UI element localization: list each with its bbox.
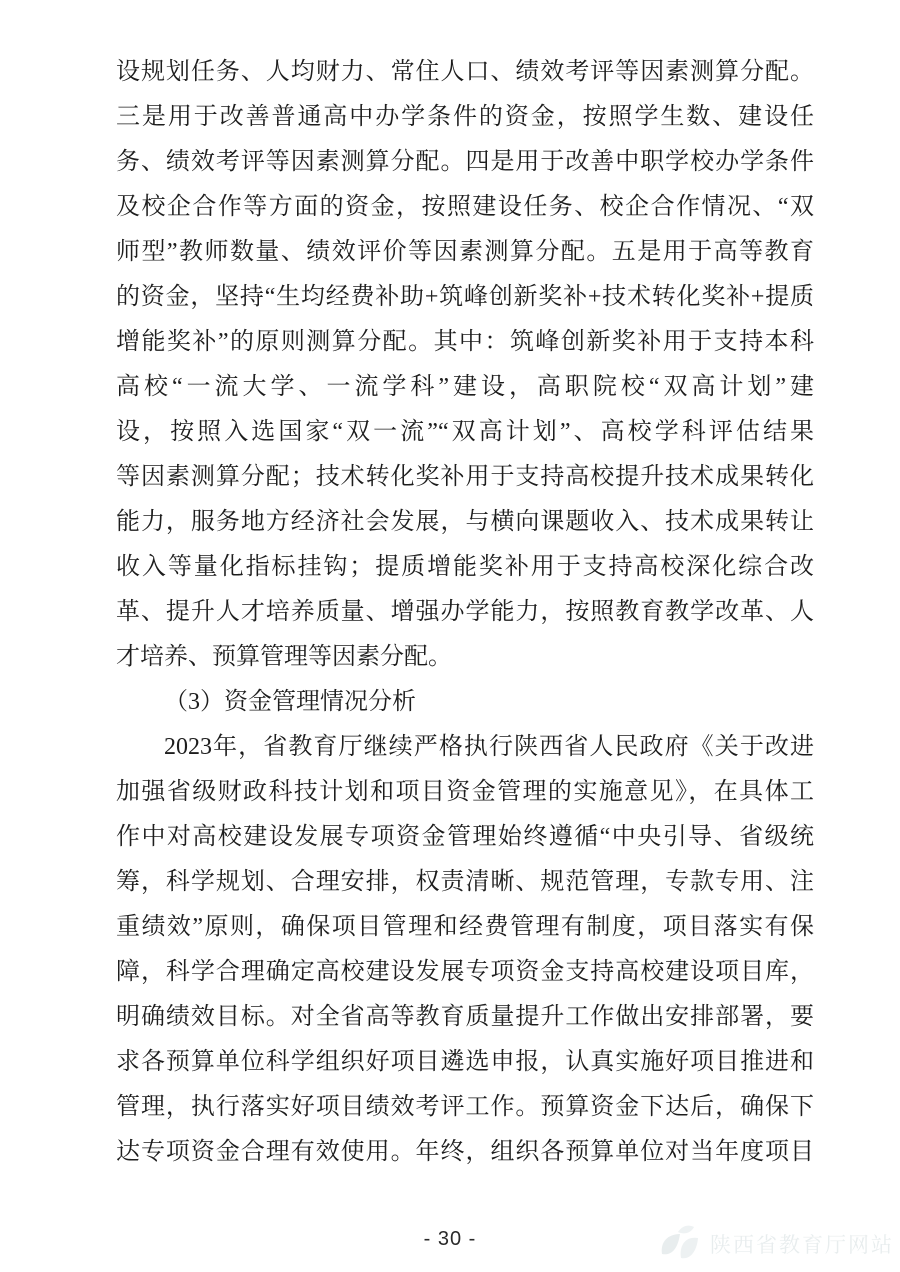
text-line: 高校“一流大学、一流学科”建设，高职院校“双高计划”建	[116, 374, 814, 400]
watermark-text: 陕西省教育厅网站	[710, 1233, 894, 1257]
text-line: 三是用于改善普通高中办学条件的资金，按照学生数、建设任	[116, 104, 814, 130]
text-line: 革、提升人才培养质量、增强办学能力，按照教育教学改革、人	[116, 599, 814, 625]
text-line: 重绩效”原则，确保项目管理和经费管理有制度，项目落实有保	[116, 914, 814, 940]
text-line: 明确绩效目标。对全省高等教育质量提升工作做出安排部署，要	[116, 1004, 814, 1030]
text-line: 管理，执行落实好项目绩效考评工作。预算资金下达后，确保下	[116, 1094, 814, 1120]
text-line: 求各预算单位科学组织好项目遴选申报，认真实施好项目推进和	[116, 1049, 814, 1075]
text-line: 增能奖补”的原则测算分配。其中：筑峰创新奖补用于支持本科	[116, 329, 814, 355]
text-line: 才培养、预算管理等因素分配。	[116, 644, 452, 670]
text-line: （3）资金管理情况分析	[164, 689, 416, 715]
text-line: 筹，科学规划、合理安排，权责清晰、规范管理，专款专用、注	[116, 869, 814, 895]
text-line: 能力，服务地方经济社会发展，与横向课题收入、技术成果转让	[116, 509, 814, 535]
text-line: 的资金，坚持“生均经费补助+筑峰创新奖补+技术转化奖补+提质	[116, 284, 814, 310]
page-footer	[0, 1228, 900, 1251]
text-line: 及校企合作等方面的资金，按照建设任务、校企合作情况、“双	[116, 194, 814, 220]
text-line: 达专项资金合理有效使用。年终，组织各预算单位对当年度项目	[116, 1139, 814, 1165]
page-number: - 30 -	[423, 1228, 477, 1250]
text-line: 师型”教师数量、绩效评价等因素测算分配。五是用于高等教育	[116, 239, 814, 265]
document-body	[116, 50, 814, 1175]
text-line: 务、绩效考评等因素测算分配。四是用于改善中职学校办学条件	[116, 149, 814, 175]
text-line: 收入等量化指标挂钩；提质增能奖补用于支持高校深化综合改	[116, 554, 814, 580]
text-line: 2023年，省教育厅继续严格执行陕西省人民政府《关于改进	[164, 734, 814, 760]
text-line: 作中对高校建设发展专项资金管理始终遵循“中央引导、省级统	[116, 824, 814, 850]
text-line: 加强省级财政科技计划和项目资金管理的实施意见》，在具体工	[116, 779, 814, 805]
text-line: 等因素测算分配；技术转化奖补用于支持高校提升技术成果转化	[116, 464, 814, 490]
text-line: 设规划任务、人均财力、常住人口、绩效考评等因素测算分配。	[116, 59, 814, 85]
text-line: 设，按照入选国家“双一流”“双高计划”、高校学科评估结果	[116, 419, 814, 445]
text-line: 障，科学合理确定高校建设发展专项资金支持高校建设项目库，	[116, 959, 814, 985]
